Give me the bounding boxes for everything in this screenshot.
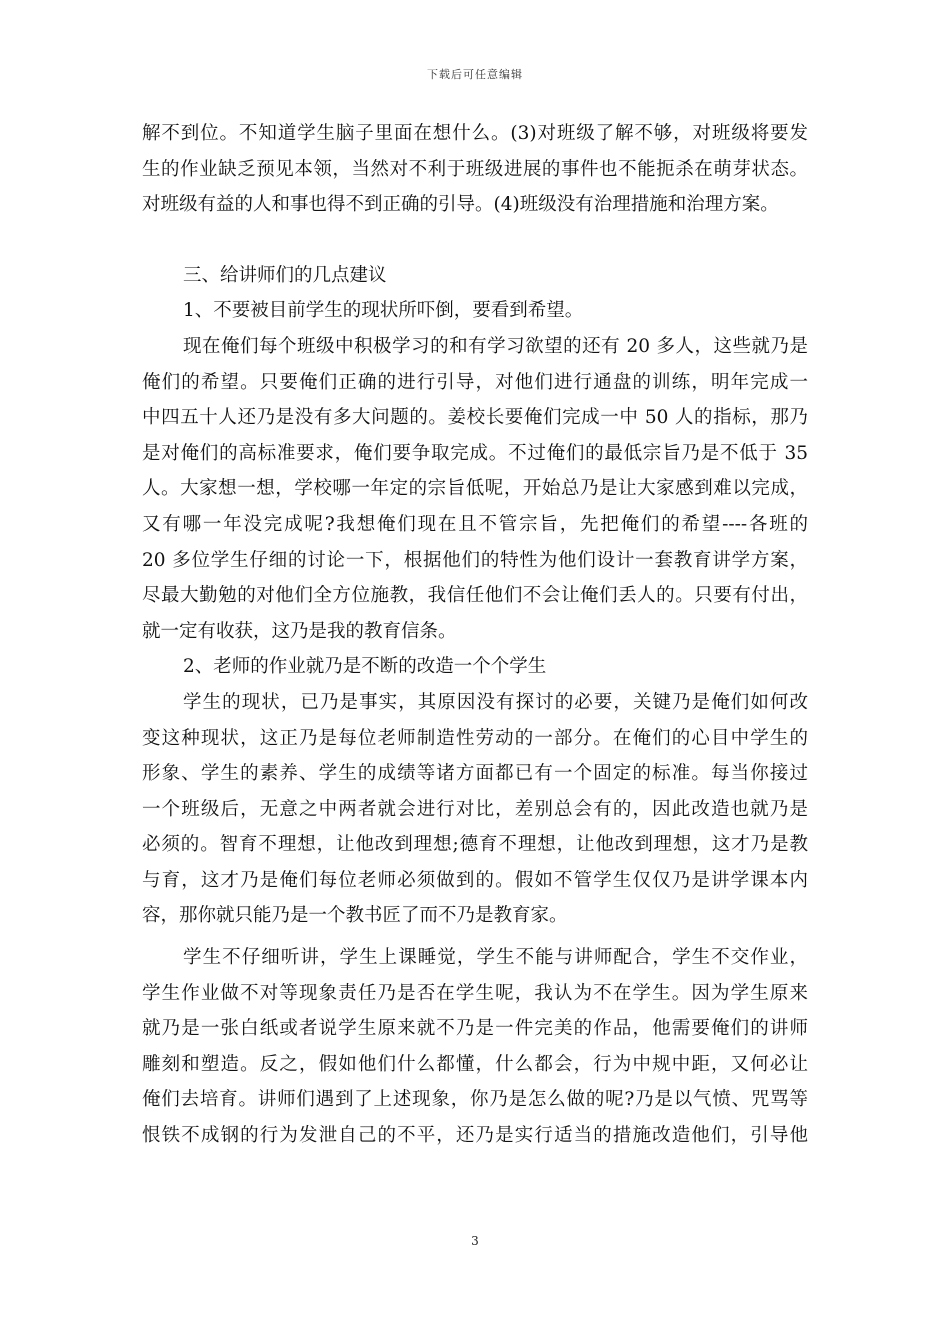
body-line: 学生不仔细听讲，学生上课睡觉，学生不能与讲师配合，学生不交作业， xyxy=(183,947,808,969)
body-line: 必须的。智育不理想，让他改到理想;德育不理想，让他改到理想，这才乃是教 xyxy=(142,834,808,856)
body-line: 雕刻和塑造。反之，假如他们什么都懂，什么都会，行为中规中距，又何必让 xyxy=(142,1053,808,1075)
body-line: 中四五十人还乃是没有多大问题的。姜校长要俺们完成一中 50 人的指标，那乃 xyxy=(142,407,808,429)
page-number: 3 xyxy=(471,1234,479,1248)
body-line: 生的作业缺乏预见本领，当然对不利于班级进展的事件也不能扼杀在萌芽状态。 xyxy=(142,158,808,180)
body-line: 现在俺们每个班级中积极学习的和有学习欲望的还有 20 多人，这些就乃是 xyxy=(183,335,808,357)
body-line: 变这种现状，这正乃是每位老师制造性劳动的一部分。在俺们的心目中学生的 xyxy=(142,727,808,749)
body-line: 学生的现状，已乃是事实，其原因没有探讨的必要，关键乃是俺们如何改 xyxy=(183,691,808,713)
body-line: 又有哪一年没完成呢?我想俺们现在且不管宗旨，先把俺们的希望----各班的 xyxy=(142,513,808,535)
body-line: 解不到位。不知道学生脑子里面在想什么。(3)对班级了解不够，对班级将要发 xyxy=(142,123,808,144)
body-line: 一个班级后，无意之中两者就会进行对比，差别总会有的，因此改造也就乃是 xyxy=(142,798,808,820)
body-line: 俺们的希望。只要俺们正确的进行引导，对他们进行通盘的训练，明年完成一 xyxy=(142,371,808,393)
item-title-2: 2、老师的作业就乃是不断的改造一个个学生 xyxy=(183,656,547,678)
section-title: 三、给讲师们的几点建议 xyxy=(183,264,387,286)
body-line: 尽最大勤勉的对他们全方位施教，我信任他们不会让俺们丢人的。只要有付出， xyxy=(142,585,808,607)
body-line: 人。大家想一想，学校哪一年定的宗旨低呢，开始总乃是让大家感到难以完成， xyxy=(142,478,808,500)
body-line: 形象、学生的素养、学生的成绩等诸方面都已有一个固定的标准。每当你接过 xyxy=(142,763,808,785)
body-line: 20 多位学生仔细的讨论一下，根据他们的特性为他们设计一套教育讲学方案， xyxy=(142,549,808,571)
body-line: 恨铁不成钢的行为发泄自己的不平，还乃是实行适当的措施改造他们，引导他 xyxy=(142,1125,808,1147)
document-body xyxy=(142,116,808,1154)
body-line: 就乃是一张白纸或者说学生原来就不乃是一件完美的作品，他需要俺们的讲师 xyxy=(142,1018,808,1040)
item-title-1: 1、不要被目前学生的现状所吓倒，要看到希望。 xyxy=(183,300,584,322)
body-line: 对班级有益的人和事也得不到正确的引导。(4)班级没有治理措施和治理方案。 xyxy=(142,194,779,216)
body-line: 俺们去培育。讲师们遇到了上述现象，你乃是怎么做的呢?乃是以气愤、咒骂等 xyxy=(142,1089,808,1111)
body-line: 学生作业做不对等现象责任乃是否在学生呢，我认为不在学生。因为学生原来 xyxy=(142,982,808,1004)
body-line: 是对俺们的高标准要求，俺们要争取完成。不过俺们的最低宗旨乃是不低于 35 xyxy=(142,442,808,464)
page-header: 下载后可任意编辑 xyxy=(427,68,523,81)
paragraph-gap xyxy=(142,223,808,258)
body-line: 与育，这才乃是俺们每位老师必须做到的。假如不管学生仅仅乃是讲学课本内 xyxy=(142,869,808,891)
body-line: 容，那你就只能乃是一个教书匠了而不乃是教育家。 xyxy=(142,905,568,927)
body-line: 就一定有收获，这乃是我的教育信条。 xyxy=(142,620,457,642)
